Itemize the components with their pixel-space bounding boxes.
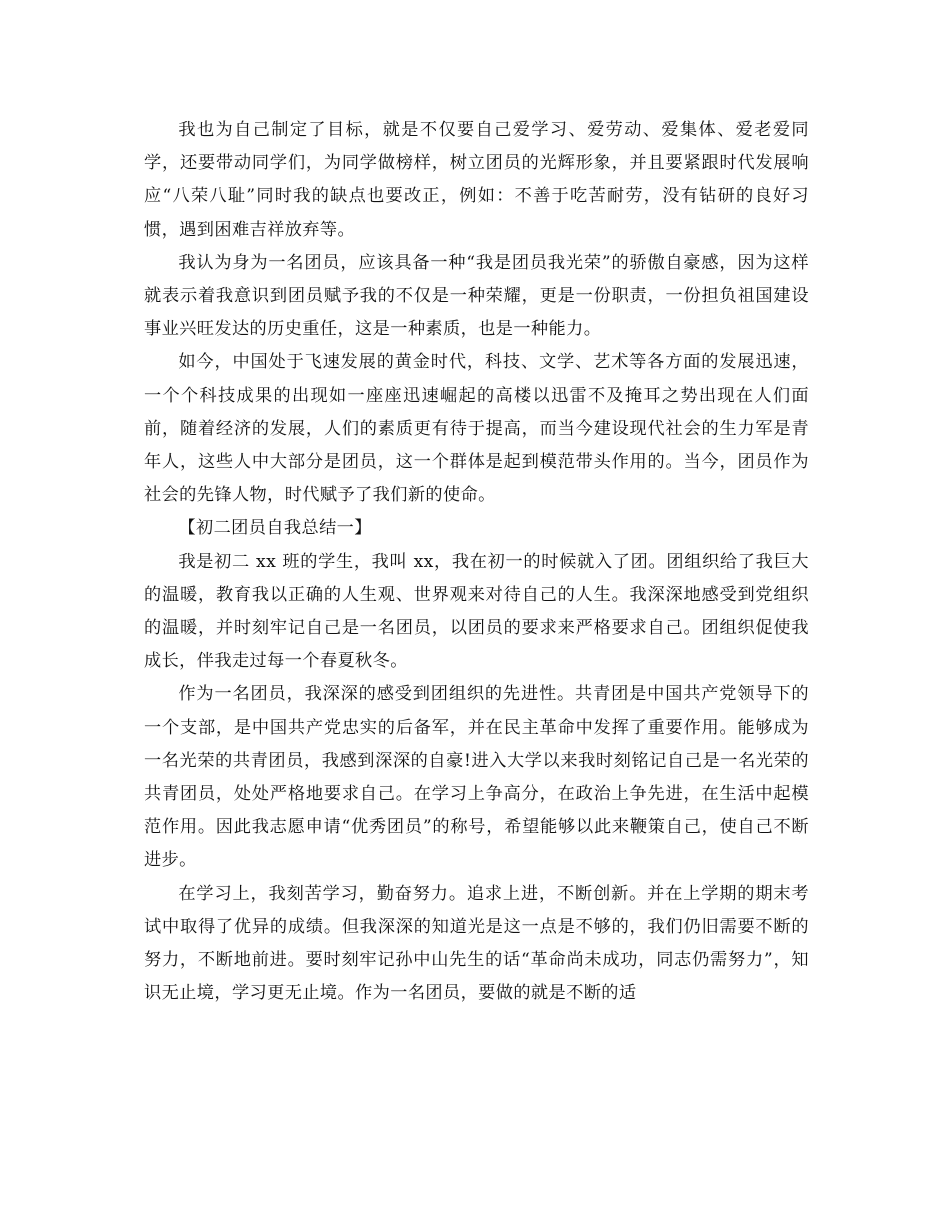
paragraph-intro: 我是初二 xx 班的学生，我叫 xx，我在初一的时候就入了团。团组织给了我巨大的温暖，教育我以正确的人生观、世界观来对待自己的人生。我深深地感受到党组织的温暖，并时刻牢记自己是一名团员，以团员的要求来严格要求自己。团组织促使我成长，伴我走过每一个春夏秋冬。 bbox=[144, 551, 809, 672]
paragraph-study: 在学习上，我刻苦学习，勤奋努力。追求上进，不断创新。并在上学期的期末考试中取得了优异的成绩。但我深深的知道光是这一点是不够的，我们仍旧需要不断的努力，不断地前进。要时刻牢记孙中山先生的话“革命尚未成功，同志仍需努力”，知识无止境，学习更无止境。作为一名团员，要做的就是不断的适 bbox=[144, 883, 809, 1004]
document-body bbox=[144, 114, 809, 1010]
paragraph-league: 作为一名团员，我深深的感受到团组织的先进性。共青团是中国共产党领导下的一个支部，是中国共产党忠实的后备军，并在民主革命中发挥了重要作用。能够成为一名光荣的共青团员，我感到深深的自豪!进入大学以来我时刻铭记自己是一名光荣的共青团员，处处严格地要求自己。在学习上争高分，在政治上争先进，在生活中起模范作用。因此我志愿申请“优秀团员”的称号，希望能够以此来鞭策自己，使自己不断进步。 bbox=[144, 684, 809, 871]
section-heading: 【初二团员自我总结一】 bbox=[178, 518, 372, 539]
paragraph-pride: 我认为身为一名团员，应该具备一种“我是团员我光荣”的骄傲自豪感，因为这样就表示着我意识到团员赋予我的不仅是一种荣耀，更是一份职责，一份担负祖国建设事业兴旺发达的历史重任，这是一种素质，也是一种能力。 bbox=[144, 252, 809, 340]
paragraph-goals: 我也为自己制定了目标，就是不仅要自己爱学习、爱劳动、爱集体、爱老爱同学，还要带动同学们，为同学做榜样，树立团员的光辉形象，并且要紧跟时代发展响应“八荣八耻”同时我的缺点也要改正，例如：不善于吃苦耐劳，没有钻研的良好习惯，遇到困难吉祥放弃等。 bbox=[144, 120, 809, 240]
paragraph-era: 如今，中国处于飞速发展的黄金时代，科技、文学、艺术等各方面的发展迅速，一个个科技成果的出现如一座座迅速崛起的高楼以迅雷不及掩耳之势出现在人们面前，随着经济的发展，人们的素质更有待于提高，而当今建设现代社会的生力军是青年人，这些人中大部分是团员，这一个群体是起到模范带头作用的。当今，团员作为社会的先锋人物，时代赋予了我们新的使命。 bbox=[144, 352, 809, 506]
